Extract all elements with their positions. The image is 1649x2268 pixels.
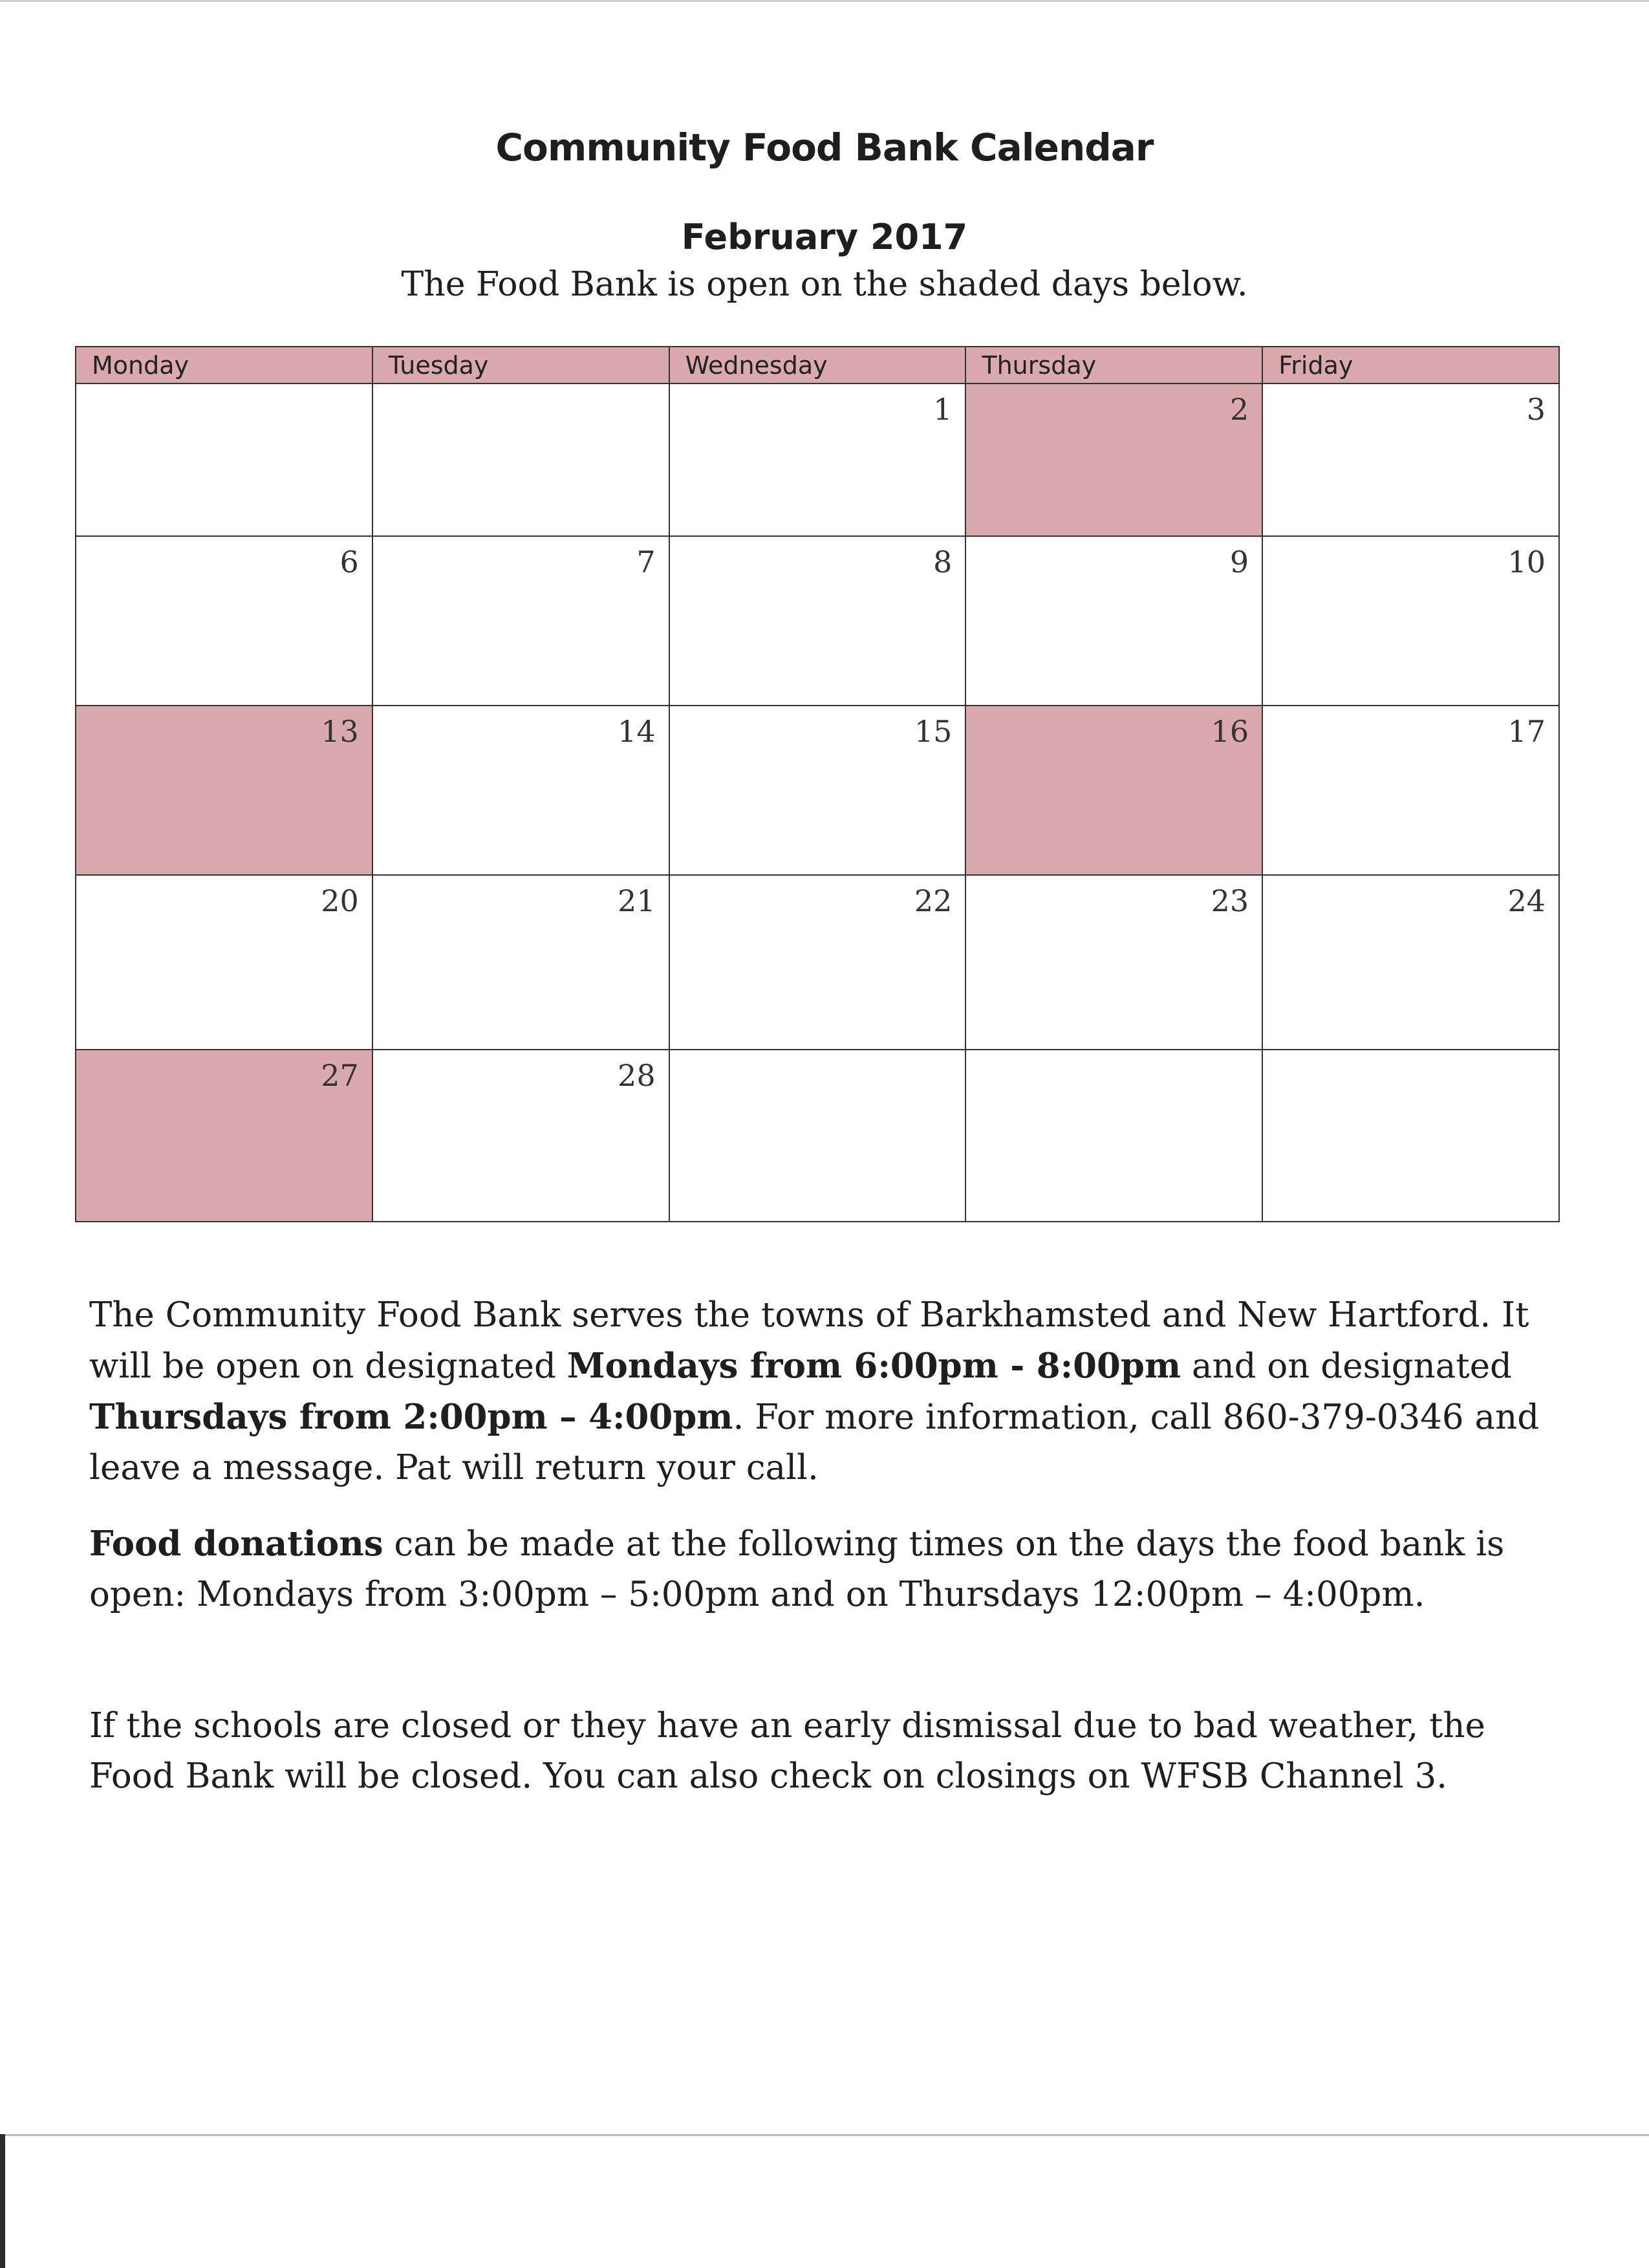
week-row <box>76 1050 1559 1222</box>
day-cell-open: 16 <box>965 706 1262 875</box>
weekday-thursday: Thursday <box>965 347 1262 383</box>
day-cell: 20 <box>76 875 372 1050</box>
week-row <box>76 536 1559 706</box>
day-cell <box>669 1050 966 1222</box>
calendar-grid <box>75 346 1560 1222</box>
day-cell: 17 <box>1262 706 1559 875</box>
donations-heading: Food donations <box>89 1524 383 1564</box>
weekday-wednesday: Wednesday <box>669 347 966 383</box>
day-cell: 23 <box>965 875 1262 1050</box>
hours-paragraph <box>89 1290 1564 1493</box>
day-cell: 8 <box>669 536 966 706</box>
donations-paragraph <box>89 1518 1564 1620</box>
weekday-monday: Monday <box>76 347 372 383</box>
contact-text: . For more information, call 860-379-0346 and leave a message. Pat will return your call. <box>89 1398 1540 1487</box>
week-row <box>76 706 1559 875</box>
week-row <box>76 383 1559 536</box>
day-cell: 1 <box>669 383 966 536</box>
day-cell: 15 <box>669 706 966 875</box>
scan-edge-left <box>0 2134 5 2268</box>
day-cell: 24 <box>1262 875 1559 1050</box>
day-cell <box>965 1050 1262 1222</box>
day-cell: 28 <box>372 1050 669 1222</box>
weekday-tuesday: Tuesday <box>372 347 669 383</box>
scan-edge-bottom <box>0 2134 1649 2136</box>
hours-text: and on designated <box>1181 1346 1512 1386</box>
month-subtitle: February 2017 <box>681 216 968 257</box>
day-cell: 6 <box>76 536 372 706</box>
intro-text: The Food Bank is open on the shaded days below. <box>401 265 1248 304</box>
day-cell <box>372 383 669 536</box>
hours-text: The Community Food Bank serves the towns of Barkhamsted and New Hartford. It will be open on designated <box>89 1295 1529 1386</box>
day-cell-open: 2 <box>965 383 1262 536</box>
day-cell: 3 <box>1262 383 1559 536</box>
day-cell <box>76 383 372 536</box>
day-cell-open: 13 <box>76 706 372 875</box>
day-cell: 22 <box>669 875 966 1050</box>
day-cell: 9 <box>965 536 1262 706</box>
weather-paragraph: If the schools are closed or they have an early dismissal due to bad weather, the Food Bank will be closed. You can also check on closings on WFSB Channel 3. <box>89 1706 1485 1796</box>
page-title: Community Food Bank Calendar <box>495 125 1154 169</box>
monday-hours: Mondays from 6:00pm - 8:00pm <box>566 1346 1181 1386</box>
day-cell: 10 <box>1262 536 1559 706</box>
thursday-hours: Thursdays from 2:00pm – 4:00pm <box>89 1397 733 1437</box>
weekday-header-row <box>76 347 1559 383</box>
week-row <box>76 875 1559 1050</box>
day-cell: 21 <box>372 875 669 1050</box>
day-cell <box>1262 1050 1559 1222</box>
weekday-friday: Friday <box>1262 347 1559 383</box>
scan-edge-top <box>0 0 1649 2</box>
day-cell: 14 <box>372 706 669 875</box>
day-cell: 7 <box>372 536 669 706</box>
day-cell-open: 27 <box>76 1050 372 1222</box>
donations-text: can be made at the following times on the days the food bank is open: Mondays from 3:00pm – 5:00pm and on Thursdays 12:00pm – 4:00pm. <box>89 1524 1505 1614</box>
